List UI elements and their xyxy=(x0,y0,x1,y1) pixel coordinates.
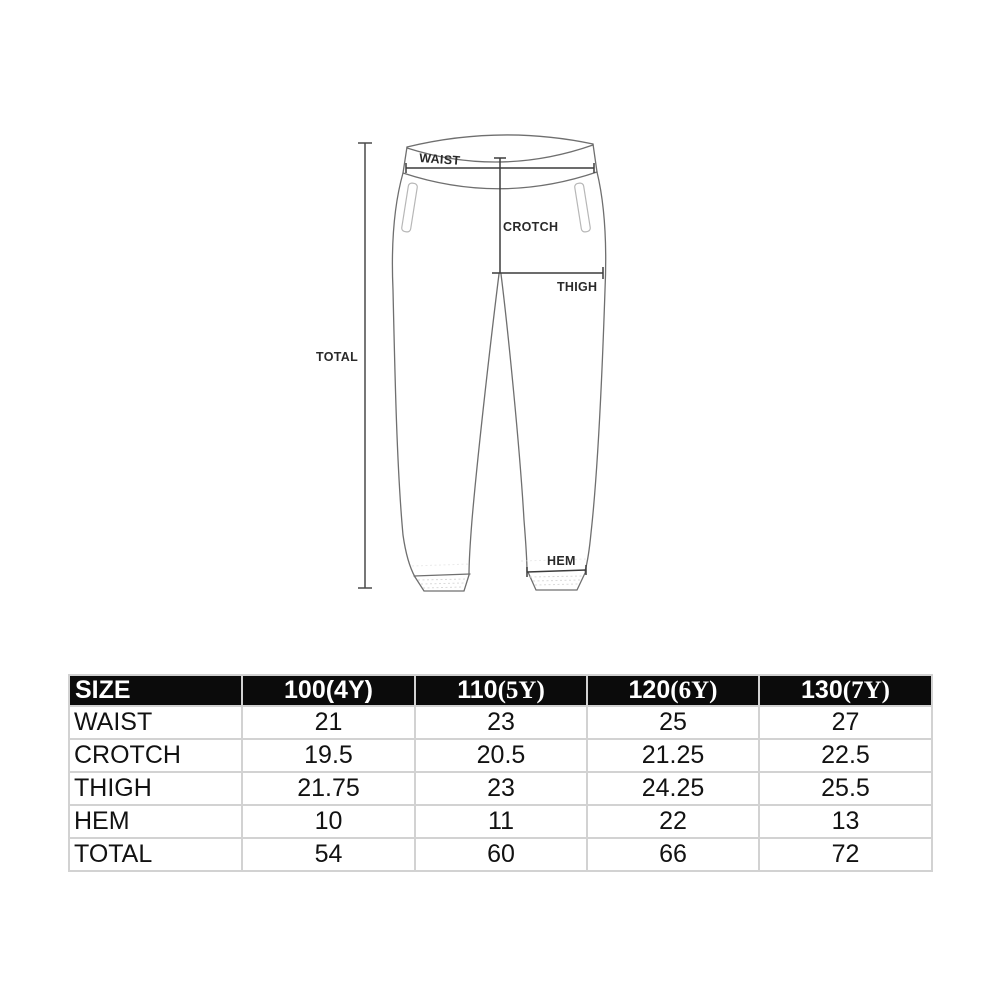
col-header-num: 110 xyxy=(457,676,498,704)
col-header-num: 120 xyxy=(628,676,671,704)
size-table-body xyxy=(69,706,932,871)
cell-value: 21.25 xyxy=(587,739,759,772)
cell-value: 66 xyxy=(587,838,759,871)
thigh-measure-line xyxy=(492,267,603,279)
cell-value: 13 xyxy=(759,805,932,838)
col-header-130-7y xyxy=(759,675,932,706)
cell-value: 23 xyxy=(415,772,587,805)
right-inner-seam xyxy=(501,274,527,572)
table-row-thigh xyxy=(69,772,932,805)
table-row-crotch xyxy=(69,739,932,772)
total-label: TOTAL xyxy=(316,350,359,364)
col-header-num: 130 xyxy=(801,676,843,704)
cell-value: 54 xyxy=(242,838,415,871)
table-row-hem xyxy=(69,805,932,838)
col-header-suffix: (7Y) xyxy=(842,677,890,704)
pants-outline xyxy=(392,135,605,591)
cell-value: 19.5 xyxy=(242,739,415,772)
table-row-total xyxy=(69,838,932,871)
crotch-measure-line xyxy=(494,158,506,273)
cell-value: 21 xyxy=(242,706,415,739)
col-header-num: 100 xyxy=(284,676,326,704)
cell-value: 11 xyxy=(415,805,587,838)
left-cuff-top-edge xyxy=(414,574,470,576)
row-label: TOTAL xyxy=(69,838,242,871)
left-inner-seam xyxy=(469,274,499,575)
cell-value: 20.5 xyxy=(415,739,587,772)
cell-value: 24.25 xyxy=(587,772,759,805)
cell-value: 21.75 xyxy=(242,772,415,805)
right-pocket-welt xyxy=(574,183,591,233)
col-header-suffix: (4Y) xyxy=(325,676,373,704)
left-pocket-welt xyxy=(401,183,418,233)
thigh-label: THIGH xyxy=(557,280,598,294)
col-header-suffix: (5Y) xyxy=(497,677,545,704)
row-label: CROTCH xyxy=(69,739,242,772)
cell-value: 22.5 xyxy=(759,739,932,772)
size-table-header xyxy=(69,675,932,706)
cell-value: 27 xyxy=(759,706,932,739)
row-label: THIGH xyxy=(69,772,242,805)
size-header-cell: SIZE xyxy=(69,675,242,706)
row-label: HEM xyxy=(69,805,242,838)
cell-value: 72 xyxy=(759,838,932,871)
cell-value: 10 xyxy=(242,805,415,838)
cell-value: 25 xyxy=(587,706,759,739)
col-header-suffix: (6Y) xyxy=(670,677,718,704)
left-outer-seam xyxy=(392,173,415,577)
crotch-label: CROTCH xyxy=(503,220,559,234)
waist-label: WAIST xyxy=(418,151,461,168)
cell-value: 60 xyxy=(415,838,587,871)
cell-value: 25.5 xyxy=(759,772,932,805)
waistband-top-curve xyxy=(407,135,593,147)
col-header-100-4y xyxy=(242,675,415,706)
left-cuff-outline xyxy=(415,575,469,591)
header-row xyxy=(69,675,932,706)
col-header-110-5y xyxy=(415,675,587,706)
col-header-120-6y xyxy=(587,675,759,706)
cell-value: 23 xyxy=(415,706,587,739)
hem-label: HEM xyxy=(547,554,576,568)
total-measure-line xyxy=(358,143,372,588)
cell-value: 22 xyxy=(587,805,759,838)
table-row-waist xyxy=(69,706,932,739)
pocket-welts xyxy=(401,183,591,233)
row-label: WAIST xyxy=(69,706,242,739)
size-table xyxy=(68,674,933,872)
